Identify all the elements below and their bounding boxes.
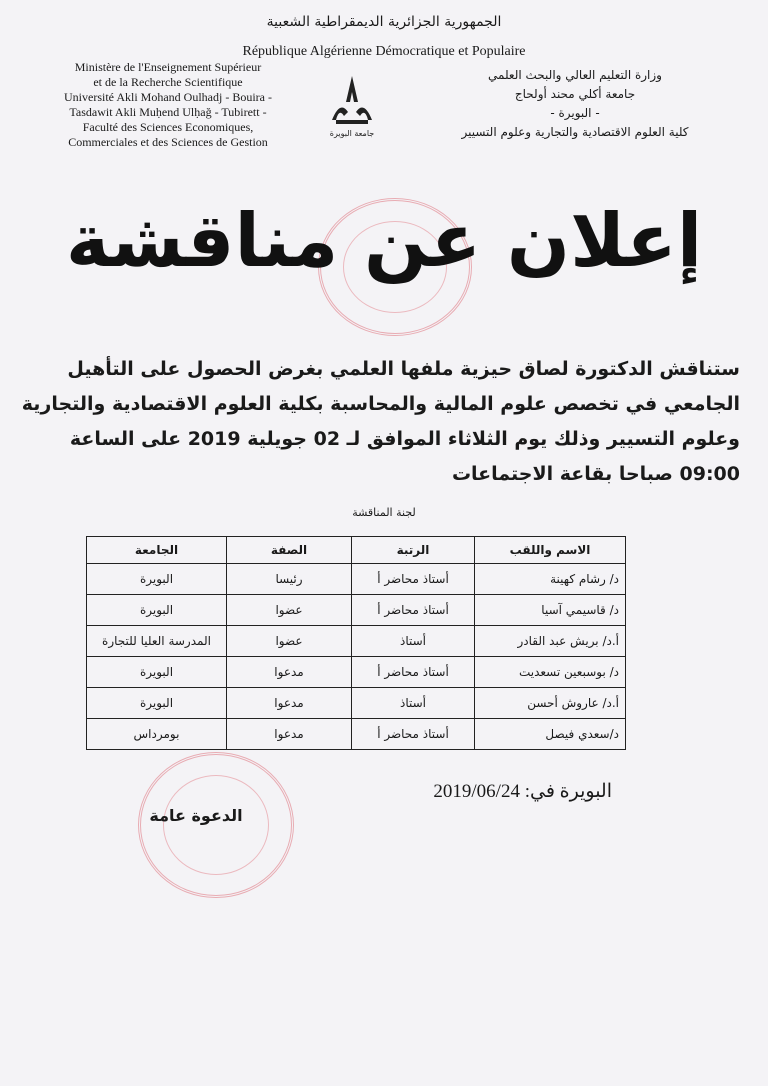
member-rank: أستاذ xyxy=(352,688,475,719)
member-rank: أستاذ xyxy=(352,626,475,657)
header-ar-line: كلية العلوم الاقتصادية والتجارية وعلوم التسيير xyxy=(461,125,689,139)
member-university: البويرة xyxy=(87,688,227,719)
member-name: د/ بوسبعين تسعديت xyxy=(475,657,626,688)
header-fr-line: Université Akli Mohand Oulhadj - Bouira - xyxy=(64,90,272,104)
public-invitation: الدعوة عامة xyxy=(149,806,243,825)
body-line: 09:00 صباحا بقاعة الاجتماعات xyxy=(451,463,740,485)
republic-french: République Algérienne Démocratique et Populaire xyxy=(242,44,526,59)
announcement-body xyxy=(21,352,740,492)
table-row xyxy=(87,688,626,719)
member-university: البويرة xyxy=(87,657,227,688)
member-rank: أستاذ محاضر أ xyxy=(352,657,475,688)
member-role: عضوا xyxy=(227,626,352,657)
header-ar-line: - البويرة - xyxy=(550,106,600,120)
column-header-university: الجامعة xyxy=(87,537,227,564)
table-row xyxy=(87,564,626,595)
member-role: مدعوا xyxy=(227,719,352,750)
issue-date: البويرة في: 2019/06/24 xyxy=(433,781,612,802)
logo-caption: جامعة البويرة xyxy=(329,129,375,138)
member-rank: أستاذ محاضر أ xyxy=(352,564,475,595)
committee-title: لجنة المناقشة xyxy=(352,506,416,519)
member-name: د/ رشام كهينة xyxy=(475,564,626,595)
header-fr-line: Tasdawit Akli Muḥend Ulḥağ - Tubirett - xyxy=(69,105,267,119)
member-university: بومرداس xyxy=(87,719,227,750)
member-university: البويرة xyxy=(87,564,227,595)
header-ar-line: جامعة أكلي محند أولحاج xyxy=(514,87,636,101)
header-fr-line: Commerciales et des Sciences de Gestion xyxy=(68,135,268,149)
committee-table xyxy=(86,536,626,750)
member-rank: أستاذ محاضر أ xyxy=(352,595,475,626)
member-role: مدعوا xyxy=(227,657,352,688)
header-fr-line: Ministère de l'Enseignement Supérieur xyxy=(74,60,262,74)
body-line: ستناقش الدكتورة لصاق حيزية ملفها العلمي بغرض الحصول على التأهيل xyxy=(67,358,740,380)
member-name: أ.د/ بريش عبد القادر xyxy=(475,626,626,657)
member-role: رئيسا xyxy=(227,564,352,595)
table-header-row xyxy=(87,537,626,564)
member-name: أ.د/ عاروش أحسن xyxy=(475,688,626,719)
arabic-institution-header xyxy=(410,66,740,142)
body-line: الجامعي في تخصص علوم المالية والمحاسبة بكلية العلوم الاقتصادية والتجارية xyxy=(21,393,740,415)
column-header-name: الاسم واللقب xyxy=(475,537,626,564)
column-header-role: الصفة xyxy=(227,537,352,564)
table-row xyxy=(87,657,626,688)
university-stamp-icon xyxy=(138,752,294,898)
french-institution-header xyxy=(18,60,318,150)
member-role: مدعوا xyxy=(227,688,352,719)
member-university: المدرسة العليا للتجارة xyxy=(87,626,227,657)
member-university: البويرة xyxy=(87,595,227,626)
member-name: د/ قاسيمي آسيا xyxy=(475,595,626,626)
member-name: د/سعدي فيصل xyxy=(475,719,626,750)
table-row xyxy=(87,595,626,626)
member-rank: أستاذ محاضر أ xyxy=(352,719,475,750)
republic-arabic: الجمهورية الجزائرية الديمقراطية الشعبية xyxy=(266,14,502,30)
header-fr-line: et de la Recherche Scientifique xyxy=(93,75,243,89)
header-fr-line: Faculté des Sciences Economiques, xyxy=(82,120,254,134)
announcement-title: إعلان عن مناقشة xyxy=(65,198,703,284)
member-role: عضوا xyxy=(227,595,352,626)
table-row xyxy=(87,626,626,657)
body-line: وعلوم التسيير وذلك يوم الثلاثاء الموافق لـ 02 جويلية 2019 على الساعة xyxy=(69,428,740,450)
header-ar-line: وزارة التعليم العالي والبحث العلمي xyxy=(488,68,662,82)
table-row xyxy=(87,719,626,750)
university-logo-icon xyxy=(322,72,382,142)
column-header-rank: الرتبة xyxy=(352,537,475,564)
